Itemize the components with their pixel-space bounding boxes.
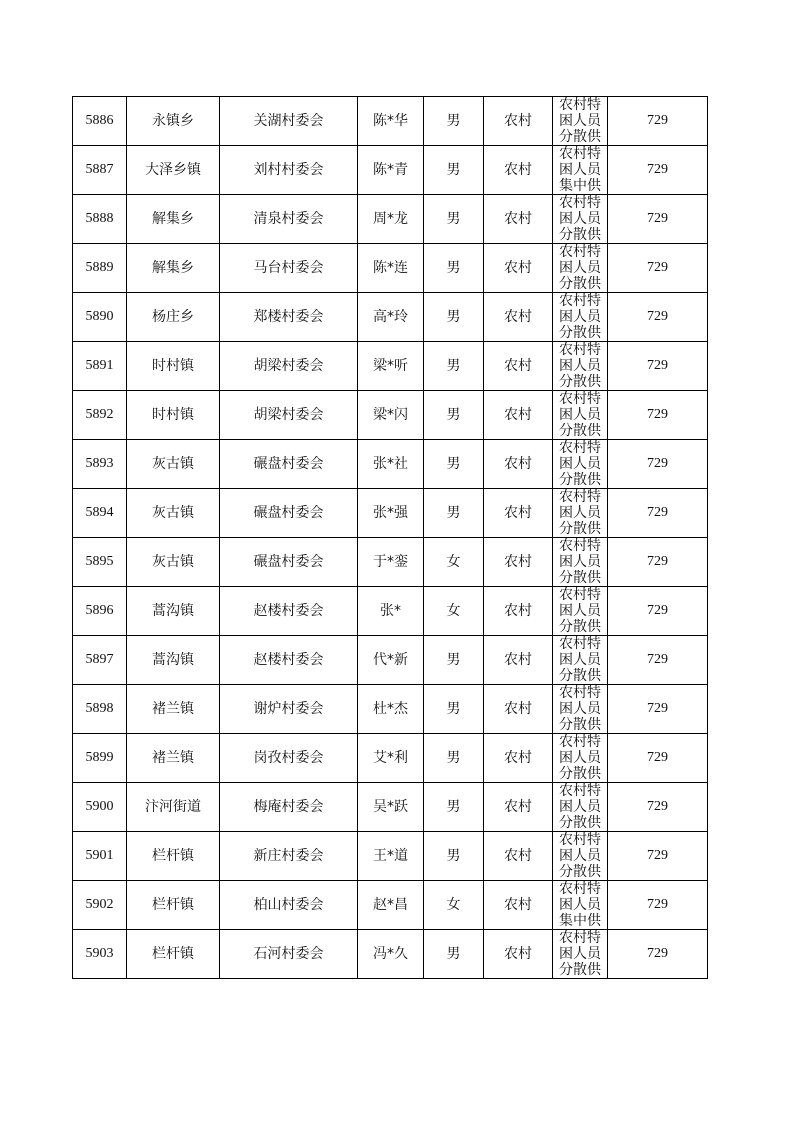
category-text: 农村特困人员分散供 [559,832,601,880]
cell-gender: 女 [424,881,484,930]
table-row [73,440,708,489]
cell-village: 清泉村委会 [220,195,358,244]
cell-id: 5896 [73,587,127,636]
table-row [73,783,708,832]
cell-id: 5903 [73,930,127,979]
category-text: 农村特困人员分散供 [559,734,601,782]
cell-village: 胡梁村委会 [220,342,358,391]
cell-id: 5902 [73,881,127,930]
cell-id: 5888 [73,195,127,244]
cell-id: 5900 [73,783,127,832]
table-row [73,97,708,146]
cell-village: 胡梁村委会 [220,391,358,440]
cell-township: 大泽乡镇 [127,146,220,195]
category-text: 农村特困人员分散供 [559,391,601,439]
cell-id: 5889 [73,244,127,293]
table-row [73,244,708,293]
cell-township: 褚兰镇 [127,734,220,783]
cell-name: 周*龙 [358,195,424,244]
cell-gender: 男 [424,636,484,685]
table-row [73,881,708,930]
category-text: 农村特困人员分散供 [559,636,601,684]
cell-id: 5894 [73,489,127,538]
category-text: 农村特困人员分散供 [559,97,601,145]
cell-category [553,489,608,538]
cell-id: 5886 [73,97,127,146]
cell-gender: 男 [424,734,484,783]
cell-amount: 729 [608,146,708,195]
cell-id: 5893 [73,440,127,489]
cell-area: 农村 [484,636,553,685]
cell-township: 时村镇 [127,391,220,440]
cell-village: 碾盘村委会 [220,440,358,489]
cell-id: 5892 [73,391,127,440]
cell-category [553,930,608,979]
table-row [73,146,708,195]
cell-amount: 729 [608,881,708,930]
cell-amount: 729 [608,685,708,734]
cell-township: 灰古镇 [127,538,220,587]
cell-village: 柏山村委会 [220,881,358,930]
category-text: 农村特困人员分散供 [559,342,601,390]
cell-name: 冯*久 [358,930,424,979]
table-row [73,342,708,391]
cell-amount: 729 [608,342,708,391]
cell-village: 赵楼村委会 [220,636,358,685]
cell-gender: 男 [424,195,484,244]
cell-category [553,342,608,391]
cell-amount: 729 [608,783,708,832]
cell-gender: 女 [424,538,484,587]
cell-name: 高*玲 [358,293,424,342]
cell-id: 5891 [73,342,127,391]
table-row [73,538,708,587]
cell-gender: 男 [424,930,484,979]
cell-id: 5901 [73,832,127,881]
cell-area: 农村 [484,930,553,979]
cell-amount: 729 [608,244,708,293]
category-text: 农村特困人员分散供 [559,489,601,537]
cell-category [553,293,608,342]
category-text: 农村特困人员分散供 [559,195,601,243]
table-row [73,930,708,979]
cell-amount: 729 [608,636,708,685]
cell-township: 永镇乡 [127,97,220,146]
cell-area: 农村 [484,97,553,146]
roster-table [72,96,708,979]
cell-village: 马台村委会 [220,244,358,293]
category-text: 农村特困人员分散供 [559,538,601,586]
cell-village: 梅庵村委会 [220,783,358,832]
cell-name: 张* [358,587,424,636]
cell-category [553,832,608,881]
cell-township: 灰古镇 [127,440,220,489]
cell-amount: 729 [608,195,708,244]
cell-area: 农村 [484,587,553,636]
cell-area: 农村 [484,146,553,195]
cell-amount: 729 [608,587,708,636]
cell-township: 褚兰镇 [127,685,220,734]
cell-township: 解集乡 [127,195,220,244]
cell-village: 关湖村委会 [220,97,358,146]
cell-village: 碾盘村委会 [220,538,358,587]
cell-area: 农村 [484,881,553,930]
cell-gender: 男 [424,489,484,538]
category-text: 农村特困人员分散供 [559,587,601,635]
cell-village: 刘村村委会 [220,146,358,195]
cell-township: 栏杆镇 [127,832,220,881]
cell-area: 农村 [484,195,553,244]
cell-name: 王*道 [358,832,424,881]
table-row [73,293,708,342]
cell-area: 农村 [484,293,553,342]
cell-name: 陈*华 [358,97,424,146]
cell-area: 农村 [484,244,553,293]
cell-township: 蒿沟镇 [127,587,220,636]
table-row [73,734,708,783]
cell-name: 张*强 [358,489,424,538]
cell-amount: 729 [608,538,708,587]
cell-township: 栏杆镇 [127,930,220,979]
roster-body [73,97,708,979]
category-text: 农村特困人员分散供 [559,685,601,733]
table-row [73,391,708,440]
cell-id: 5898 [73,685,127,734]
table-row [73,587,708,636]
cell-township: 汴河街道 [127,783,220,832]
category-text: 农村特困人员分散供 [559,783,601,831]
cell-name: 张*社 [358,440,424,489]
table-row [73,685,708,734]
table-row [73,489,708,538]
category-text: 农村特困人员分散供 [559,930,601,978]
cell-gender: 男 [424,783,484,832]
cell-gender: 男 [424,391,484,440]
cell-id: 5890 [73,293,127,342]
cell-area: 农村 [484,440,553,489]
cell-area: 农村 [484,734,553,783]
cell-name: 梁*闪 [358,391,424,440]
cell-id: 5899 [73,734,127,783]
cell-category [553,391,608,440]
category-text: 农村特困人员集中供 [559,146,601,194]
cell-amount: 729 [608,97,708,146]
cell-village: 赵楼村委会 [220,587,358,636]
cell-category [553,685,608,734]
category-text: 农村特困人员分散供 [559,440,601,488]
cell-category [553,440,608,489]
cell-village: 新庄村委会 [220,832,358,881]
cell-village: 岗孜村委会 [220,734,358,783]
cell-gender: 男 [424,440,484,489]
cell-township: 灰古镇 [127,489,220,538]
cell-name: 代*新 [358,636,424,685]
cell-category [553,97,608,146]
cell-area: 农村 [484,342,553,391]
cell-amount: 729 [608,440,708,489]
cell-category [553,195,608,244]
cell-amount: 729 [608,832,708,881]
category-text: 农村特困人员集中供 [559,881,601,929]
cell-township: 栏杆镇 [127,881,220,930]
cell-amount: 729 [608,391,708,440]
cell-category [553,783,608,832]
cell-village: 谢炉村委会 [220,685,358,734]
cell-gender: 男 [424,832,484,881]
cell-area: 农村 [484,391,553,440]
cell-id: 5887 [73,146,127,195]
cell-area: 农村 [484,489,553,538]
cell-village: 郑楼村委会 [220,293,358,342]
table-row [73,832,708,881]
cell-name: 梁*听 [358,342,424,391]
cell-township: 蒿沟镇 [127,636,220,685]
cell-name: 陈*青 [358,146,424,195]
cell-gender: 男 [424,97,484,146]
cell-name: 陈*连 [358,244,424,293]
category-text: 农村特困人员分散供 [559,244,601,292]
cell-gender: 男 [424,342,484,391]
cell-amount: 729 [608,489,708,538]
cell-name: 杜*杰 [358,685,424,734]
cell-category [553,146,608,195]
cell-gender: 男 [424,244,484,293]
cell-area: 农村 [484,685,553,734]
cell-amount: 729 [608,734,708,783]
cell-township: 时村镇 [127,342,220,391]
cell-amount: 729 [608,293,708,342]
cell-id: 5895 [73,538,127,587]
cell-village: 碾盘村委会 [220,489,358,538]
cell-category [553,587,608,636]
cell-name: 吴*跃 [358,783,424,832]
cell-category [553,636,608,685]
cell-gender: 男 [424,293,484,342]
table-row [73,195,708,244]
cell-id: 5897 [73,636,127,685]
cell-category [553,244,608,293]
cell-township: 解集乡 [127,244,220,293]
cell-gender: 女 [424,587,484,636]
category-text: 农村特困人员分散供 [559,293,601,341]
cell-village: 石河村委会 [220,930,358,979]
cell-category [553,881,608,930]
cell-category [553,734,608,783]
cell-township: 杨庄乡 [127,293,220,342]
cell-area: 农村 [484,783,553,832]
cell-name: 于*銮 [358,538,424,587]
table-row [73,636,708,685]
cell-area: 农村 [484,538,553,587]
cell-name: 艾*利 [358,734,424,783]
cell-gender: 男 [424,685,484,734]
cell-gender: 男 [424,146,484,195]
cell-category [553,538,608,587]
cell-amount: 729 [608,930,708,979]
cell-area: 农村 [484,832,553,881]
cell-name: 赵*昌 [358,881,424,930]
